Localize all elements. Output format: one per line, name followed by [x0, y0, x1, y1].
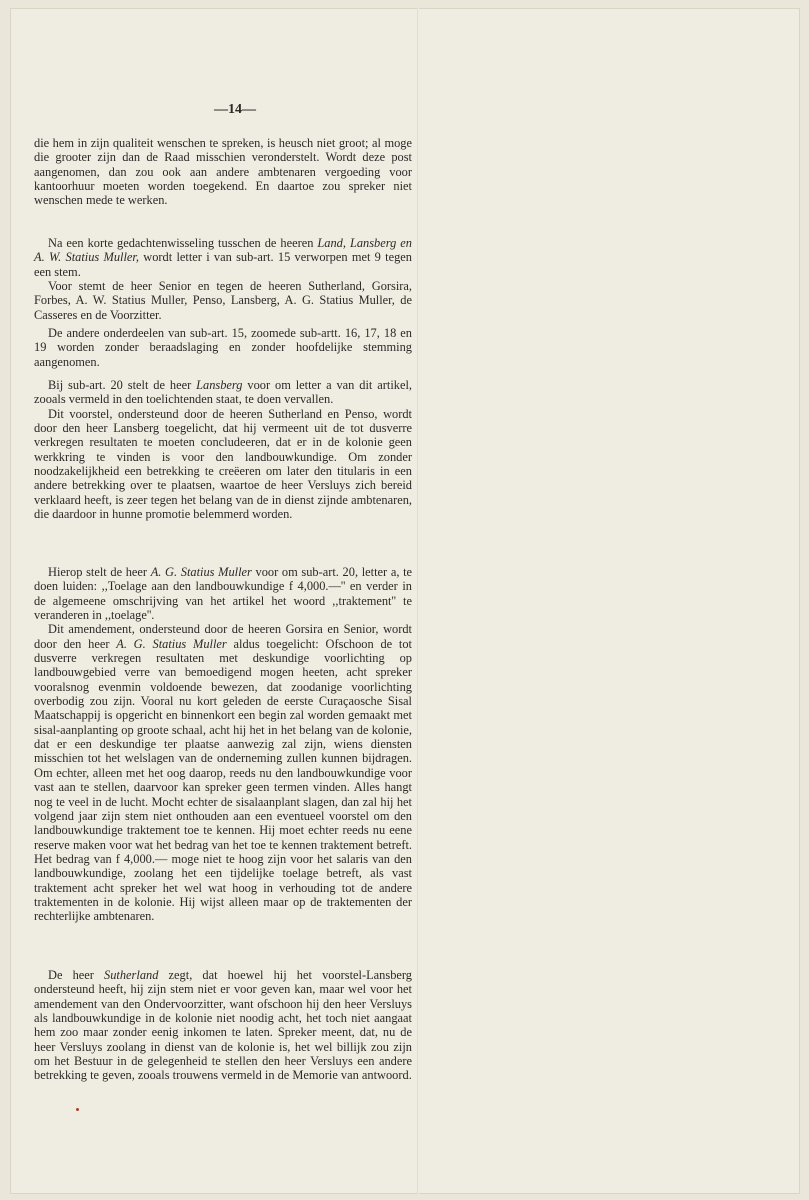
page-number: —14— — [214, 102, 256, 117]
ink-speck — [76, 1108, 79, 1111]
paragraph-7: Hierop stelt de heer A. G. Statius Muller voor om sub-art. 20, letter a, te doen luiden: ,,Toelage aan den landbouwkundige f 4,000.—'' en verder in de algemeene omschrijving van het artikel het woord ,,traktement'' te veranderen in ,,toelage''. — [34, 565, 413, 623]
paragraph-9: De heer Sutherland zegt, dat hoewel hij het voorstel-Lansberg ondersteund heeft, hij zijn stem niet er voor geven kan, maar wel voor het amendement van den Ondervoorzitter, want ofschoon hij den heer Versluys als landbouwkundige in de kolonie niet noodig acht, het toch niet aangaat hem zoo maar zonder eenig inkomen te laten. Spreker meent, dat, nu de heer Versluys zoolang in dienst van de kolonie is, het wel billijk zou zijn om het Bestuur in de gelegenheid te stellen den heer Versluys een andere betrekking te geven, zooals trouwens vermeld in de Memorie van antwoord. — [34, 968, 412, 1083]
block-continuation — [34, 136, 412, 208]
names-lansberg-muller: Lansberg en A. W. Statius Muller, — [34, 236, 412, 265]
page-sheet — [10, 8, 800, 1194]
block-subart-20 — [34, 378, 412, 521]
name-lansberg: Lansberg — [196, 378, 243, 392]
names-land: Land, — [317, 236, 346, 250]
name-ag-statius-muller-2: A. G. Statius Muller — [116, 636, 227, 651]
paragraph-4: De andere onderdeelen van sub-art. 15, zoomede sub-artt. 16, 17, 18 en 19 worden zonder beraadslaging en zonder hoofdelijke stemming aangenomen. — [34, 326, 412, 369]
block-subart-15 — [34, 326, 412, 369]
paragraph-8: Dit amendement, ondersteund door de heeren Gorsira en Senior, wordt door den heer A. G. Statius Muller aldus toegelicht: Ofschoon de tot dusverre verkregen resultaten met deskundige voorlichting op landbouwgebied verre van bemoedigend mogen heeten, acht spreker vooralsnog evenmin voldoende bewezen, dat zoodanige voorlichting overbodig zou zijn. Vooral nu kort geleden de eerste Curaçaosche Sisal Maatschappij is opgericht en binnenkort een begin zal worden gemaakt met sisal-aanplanting op groote schaal, acht hij het in het belang van de kolonie, dat er een deskundige ter plaatse aanwezig zal zijn, wiens diensten misschien tot het welslagen van de onderneming zullen kunnen bijdragen. Om echter, alleen met het oog daarop, reeds nu den landbouwkundige voor vast aan te stellen, daarvoor kan spreker geen termen vinden. Alles hangt nog te veel in de lucht. Mocht echter de sisalaanplant slagen, dan zal hij het volgend jaar zijn stem niet onthouden aan een eventueel voorstel om den landbouwkundige traktement toe te kennen. Hij moet echter reeds nu eene reserve maken voor wat het bedrag van het toe te kennen traktement betreft. Het bedrag van f 4,000.— moge niet te hoog zijn voor het salaris van den landbouwkundige, zoolang het een tijdelijke toelage betreft, als vast traktement acht spreker het wel wat hoog in verhouding tot de andere traktementen in de kolonie. Hij wijst alleen maar op de traktementen der rechterlijke ambtenaren. — [34, 622, 412, 924]
name-sutherland: Sutherland — [104, 968, 159, 982]
paragraph-2: Na een korte gedachtenwisseling tusschen de heeren Land, Lansberg en A. W. Statius Muller, wordt letter i van sub-art. 15 verworpen met 9 tegen een stem. — [34, 236, 412, 279]
block-vote-i — [34, 236, 412, 322]
name-ag-statius-muller: A. G. Statius Muller — [150, 565, 252, 579]
block-sutherland — [34, 968, 412, 1083]
paragraph-1: die hem in zijn qualiteit wenschen te spreken, is heusch niet groot; al moge die grooter zijn dan de Raad misschien veronderstelt. Wordt deze post aangenomen, dan zou ook aan andere ambtenaren vergoeding voor kantoorhuur moeten worden toegekend. En daartoe zou spreker niet wenschen mede te werken. — [34, 136, 412, 208]
page-fold — [417, 8, 419, 1194]
paragraph-5: Bij sub-art. 20 stelt de heer Lansberg voor om letter a van dit artikel, zooals vermeld in den toelichtenden staat, te doen vervallen. — [34, 378, 413, 407]
block-amendment — [34, 565, 412, 924]
paragraph-3: Voor stemt de heer Senior en tegen de heeren Sutherland, Gorsira, Forbes, A. W. Statius Muller, Penso, Lansberg, A. G. Statius Muller, de Casseres en de Voorzitter. — [34, 279, 412, 322]
paragraph-6: Dit voorstel, ondersteund door de heeren Sutherland en Penso, wordt door den heer Lansberg toegelicht, dat hij vermeent uit de tot dusverre verkregen resultaten te moeten concludeeren, dat er in de kolonie geen werkkring te vinden is voor den landbouwkundige. Om zonder noodzakelijkheid een betrekking te creëeren om later den titularis in een andere betrekking over te plaatsen, waartoe de heer Versluys zich bereid verklaard heeft, is zeer tegen het belang van de in dienst zijnde ambtenaren, die daardoor in hunne promotie belemmerd worden. — [34, 406, 412, 522]
